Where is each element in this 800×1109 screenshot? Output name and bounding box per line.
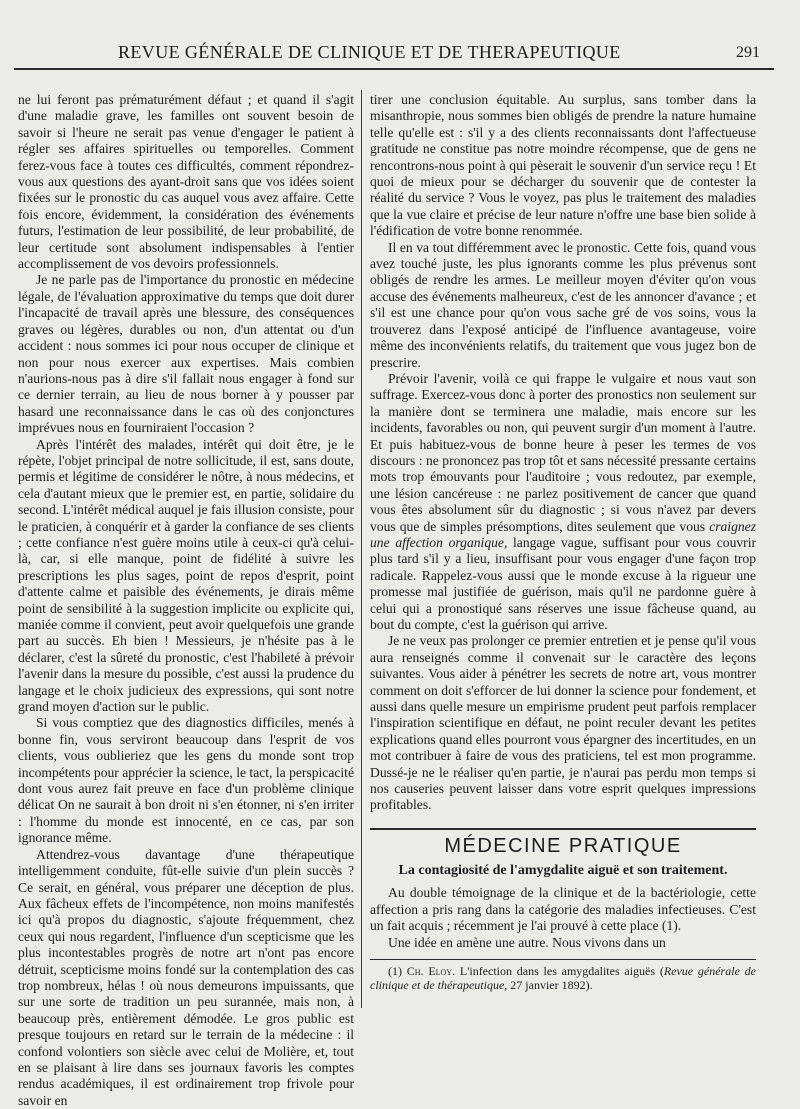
footnote-text: L'infection dans les amygdalites aiguës (: [455, 963, 664, 978]
paragraph: ne lui feront pas prématurément défaut ; et quand il s'agit d'une maladie grave, les familles ont souvent besoin de savoir si l'heure ne serait pas venue d'engager le patient à régler ses affaires spirituelles ou temporelles. Comment ferez-vous face à toutes ces difficultés, comment répondrez-vous aux questions des ayant-droit sans que vos idées soient fixées sur le pronostic du cas auquel vous avez affaire. Cette fois encore, évidemment, la considération des événements futurs, l'estimation de leur possibilité, de leur probabilité, de leur certitude sont absolument indispensables à l'entier accomplissement de vos devoirs professionnels.: [18, 92, 354, 272]
footnote-journal: Revue générale de clinique et de thérapeutique,: [370, 963, 756, 993]
footnote-date: 27 janvier 1892).: [507, 978, 593, 993]
paragraph: Je ne parle pas de l'importance du pronostic en médecine légale, de l'évaluation approximative du temps que doit durer l'incapacité de travail après une blessure, des conséquences graves ou légères, durables ou non, d'un attentat ou d'un accident : nous sommes ici pour nous occuper de clinique et non pour nous exercer aux expertises. Mais combien n'aurions-nous pas à dire s'il fallait nous engager à fond sur ce dernier terrain, au lieu de nous borner à y pousser par hasard une reconnaissance dans le cas où des conjonctures imprévues nous en fourniraient l'occasion ?: [18, 272, 354, 436]
paragraph: Si vous comptiez que des diagnostics difficiles, menés à bonne fin, vous serviront beaucoup dans l'esprit de vos clients, vous oublieriez que les gens du monde sont trop incompétents pour apprécier la science, le tact, la perspicacité dont vous aurez fait preuve en face d'un problème clinique délicat On ne saurait à bon droit ni s'en étonner, ni s'en irriter : l'homme du monde est innocenté, en ce cas, par son ignorance même.: [18, 715, 354, 846]
paragraph-text: langage vague, suffisant pour vous couvrir plus tard s'il y a lieu, insuffisant pour vous engager d'une façon trop radicale. Rappelez-vous aussi que le monde excuse à la rigueur une promesse mal justifiée de guérison, mais qu'il ne pardonne guère à celui qui a pronostiqué sans réserves une issue fâcheuse quand, au bout du compte, c'est la guérison qui arrive.: [370, 534, 757, 632]
paragraph: Au double témoignage de la clinique et de la bactériologie, cette affection a pris rang dans la catégorie des maladies infectieuses. C'est un fait acquis ; récemment je l'ai prouvé à cette place (1).: [370, 885, 756, 934]
section-title: MÉDECINE PRATIQUE: [370, 828, 756, 854]
page-header: [14, 38, 774, 66]
column-divider: [361, 90, 362, 1008]
footnote-author: Ch. Eloy.: [406, 963, 456, 978]
footnote-marker: (1): [388, 963, 407, 978]
footnote-rule: [370, 959, 756, 960]
paragraph: Après l'intérêt des malades, intérêt qui doit être, je le répète, l'objet principal de notre sollicitude, il est, sans doute, permis et légitime de considérer le nôtre, à nous médecins, et cela d'autant mieux que le premier est, en partie, solidaire du second. L'intérêt médical auquel je fais illusion consiste, pour le praticien, à conquérir et à garder la confiance de ses clients ; cette confiance n'est guère moins utile à ceux-ci qu'à celui-là, car, si elle manque, point de fidélité à suivre les prescriptions les plus sages, point de repos d'esprit, point d'attente calme et paisible des événements, je dirais même point de sensibilité à la suggestion implicite ou explicite qui, maniée comme il convient, peut avoir quelquefois une grande part au succès. Eh bien ! Messieurs, je n'hésite pas à le déclarer, c'est la sûreté du pronostic, c'est l'habileté à prévoir l'avenir dans la mesure du possible, c'est aussi la prudence du langage et le choix judicieux des expressions, qui sont notre grand moyen d'action sur le public.: [18, 436, 354, 715]
footnote: [370, 964, 756, 993]
paragraph: Il en va tout différemment avec le pronostic. Cette fois, quand vous avez touché juste, les plus ignorants comme les plus prévenus sont obligés de rendre les armes. Le meilleur moyen d'éviter qu'on vous accuse des événements malheureux, c'est de les annoncer d'avance ; et s'il est une chance pour qu'on vous sache gré de vos soins, vous la trouverez dans l'exposé anticipé de l'influence avantageuse, voire même des inconvénients relatifs, du traitement que vous jugez bon de prescrire.: [370, 239, 756, 370]
paragraph-prevoir: [370, 371, 756, 634]
article-title: La contagiosité de l'amygdalite aiguë et son traitement.: [398, 863, 728, 879]
header-rule: [14, 68, 774, 70]
paragraph: Je ne veux pas prolonger ce premier entretien et je pense qu'il vous aura renseignés comme il convenait sur le caractère des leçons suivantes. Vous aider à pénétrer les secrets de notre art, vous montrer comment on doit s'efforcer de lui donner la science pour fondement, et aussi dans quelle mesure un empirisme prudent peut parfois remplacer l'inspiration scientifique en défaut, ne point reculer devant les petites explications quand elles pourront vous épargner des incertitudes, en un mot contribuer à faire de vous des praticiens, tel est mon programme. Dussé-je ne le réaliser qu'en partie, je n'aurai pas perdu mon temps si nos causeries peuvent laisser dans votre esprit quelques impressions profitables.: [370, 633, 756, 813]
paragraph: tirer une conclusion équitable. Au surplus, sans tomber dans la misanthropie, nous sommes bien obligés de prendre la nature humaine telle qu'elle est : s'il y a des clients reconnaissants dont l'affectueuse gratitude ne constitue pas notre moindre récompense, que de gens ne rencontrons-nous point à qui pèserait le souvenir d'un service reçu ! Et quoi de mieux pour se décharger du souvenir que de contester la réalité du service ? Vous le voyez, pas plus le traitement des maladies que la vue claire et précise de leur nature n'offre une base bien solide à l'édification de votre bonne renommée.: [370, 92, 756, 239]
page-number: 291: [736, 44, 760, 61]
right-column: [370, 92, 756, 993]
paragraph: Attendrez-vous davantage d'une thérapeutique intelligemment conduite, fût-elle suivie d'un plein succès ? Ce serait, en général, vous préparer une déception de plus. Aux fâcheux effets de l'incompétence, non moins manifestés ici qu'à propos du diagnostic, s'ajoute fréquemment, chez ceux qui nous regardent, l'influence d'un scepticisme que les plus incontestables progrès de notre art n'ont pas encore détruit, scepticisme moins fondé sur la contemplation des cas trop nombreux, hélas ! où nous demeurons impuissants, que sur une sorte de tradition un peu surannée, mais non, à beaucoup près, entièrement démodée. Le gros public est presque toujours en retard sur le terrain de la médecine : il confond volontiers son siècle avec celui de Molière, et, tout en se plaisant à lire dans ses journaux favoris les comptes rendus académiques, il est ordinairement trop frivole pour savoir en: [18, 846, 354, 1108]
left-column: [18, 92, 354, 1109]
italic-phrase: craignez une affection organique,: [370, 518, 757, 550]
paragraph: Une idée en amène une autre. Nous vivons dans un: [388, 934, 666, 950]
paragraph-text: Prévoir l'avenir, voilà ce qui frappe le vulgaire et nous vaut son suffrage. Exercez-vous donc à porter des pronostics non seulement sur la manière dont se terminera une maladie, mais encore sur les incidents, favorables ou non, qui peuvent surgir d'un moment à l'autre. Et puis habituez-vous de bonne heure à peser les termes de vos discours : ne prononcez pas trop tôt et sans nécessité pressante certains mots trop émouvants pour l'auditoire ; vous redoutez, par exemple, une lésion cancéreuse : ne parlez positivement de cancer que quand vous êtes absolument sûr du diagnostic ; si vous n'avez par devers vous que de simples présomptions, dites seulement que vous: [370, 370, 756, 534]
running-title: REVUE GÉNÉRALE DE CLINIQUE ET DE THERAPEUTIQUE: [118, 42, 621, 62]
